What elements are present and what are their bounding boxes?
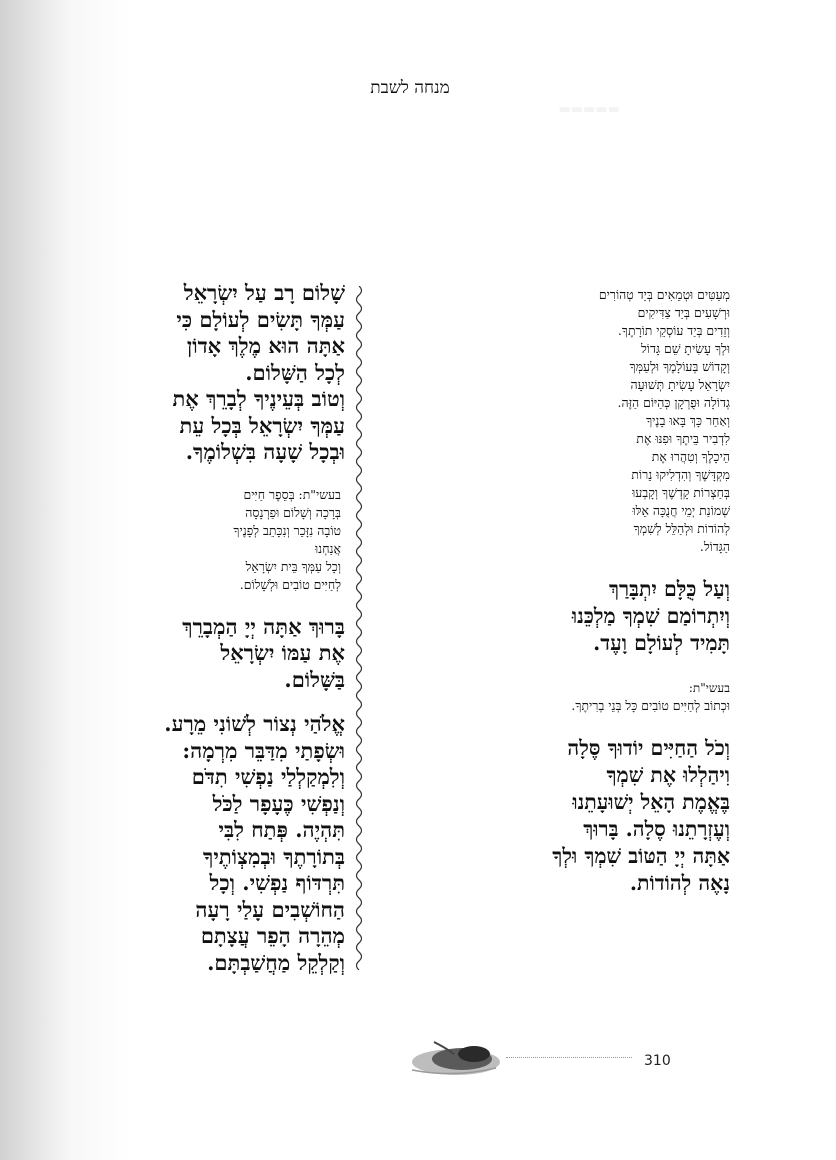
text-line: טוֹבָה נִזָּכֵר וְנִכָּתֵב לְפָנֶיךָ [233, 522, 341, 538]
page-header: מנחה לשבת [370, 78, 450, 98]
text-line: אֲנַחְנוּ [315, 540, 341, 556]
text-line: שָׁלוֹם רָב עַל יִשְׂרָאֵל [183, 280, 345, 305]
text-line: אַתָּה יְיָ הַטּוֹב שִׁמְךָ וּלְךָ [552, 844, 730, 868]
text-line: לְהוֹדוֹת וּלְהַלֵּל לְשִׁמְךָ [633, 521, 730, 536]
wavy-column-divider [352, 286, 366, 970]
text-line: וְעַל כֻּלָּם יִתְבָּרַךְ [608, 577, 730, 601]
text-line: וּשְׂפָתַי מִדַּבֵּר מִרְמָה: [182, 737, 345, 763]
text-line: לִדְבִיר בֵּיתֶךָ וּפִנּוּ אֶת [636, 431, 730, 446]
text-line: תִּרְדּוֹף נַפְשִׁי. וְכָל [209, 870, 345, 895]
text-line: גְדוֹלָה וּפֻרְקָן כְּהַיּוֹם הַזֶּה. [617, 395, 730, 410]
text-line: בַּשָּׁלוֹם. [284, 666, 345, 692]
text-line: וְאַחַר כָּךְ בָּאוּ בָנֶיךָ [646, 413, 730, 428]
text-line: וּרְשָׁעִים בְּיַד צַדִּיקִים [637, 305, 730, 320]
text-line: וְכֹל הַחַיִּים יוֹדוּךָ סֶּלָה [567, 736, 730, 760]
text-line: וְזֵדִים בְּיַד עוֹסְקֵי תוֹרָתֶךָ. [617, 323, 730, 338]
left-column [125, 280, 345, 976]
text-line: אַתָּה הוּא מֶלֶךְ אָדוֹן [186, 333, 345, 358]
text-line: וְעֶזְרָתֵנוּ סֶלָה. בָּרוּךְ [583, 817, 730, 841]
text-line: וְיִתְרוֹמַם שִׁמְךָ מַלְכֵּנוּ [571, 604, 730, 628]
text-line: מְעַטִּים וּטְמֵאִים בְּיַד טְהוֹרִים [598, 287, 730, 302]
page-number: 310 [644, 1053, 671, 1069]
spacer [468, 715, 730, 735]
text-line: לְחַיִּים טוֹבִים וּלְשָׁלוֹם. [239, 576, 341, 592]
spacer [468, 556, 730, 576]
bleed-through-text: ▬▬▬▬▬ [558, 102, 620, 117]
text-line: מִקְדָּשֶׁךָ וְהִדְלִיקוּ נֵרוֹת [631, 467, 730, 482]
text-line: בָּרוּךְ אַתָּה יְיָ הַמְבָרֵךְ [182, 613, 345, 639]
text-line: וְקַלְקֵל מַחֲשַׁבְתָּם. [207, 949, 345, 975]
spacer [125, 466, 345, 486]
text-line: בְּחַצְרוֹת קָדְשֶׁךָ וְקָבְעוּ [632, 485, 730, 500]
text-line: הַחוֹשְׁבִים עָלַי רָעָה [195, 896, 345, 922]
text-line: בֶּאֱמֶת הָאֵל יְשׁוּעָתֵנוּ [572, 790, 730, 814]
text-line: וְלִמְקַלְלַי נַפְשִׁי תִדֹּם [191, 764, 345, 789]
text-line: בעשי"ת: בְּסֵפֶר חַיִּים [243, 486, 341, 502]
text-line: וְטוֹב בְּעֵינֶיךָ לְבָרֵךְ אֶת [172, 386, 345, 411]
text-line: וִיהַלְלוּ אֶת שִׁמְךָ [606, 763, 730, 787]
left-big-block-2 [125, 614, 345, 694]
text-line: הֵיכָלֶךָ וְטִהֲרוּ אֶת [651, 449, 730, 464]
right-column [468, 286, 730, 897]
right-big-block-1 [468, 576, 730, 657]
text-line: אֶת עַמּוֹ יִשְׂרָאֵל [220, 640, 345, 665]
decorative-ornament-icon [404, 1034, 502, 1080]
text-line: מְהֵרָה הָפֵר עֲצָתָם [200, 923, 345, 948]
text-line: אֱלֹהַי נְצוֹר לְשׁוֹנִי מֵרָע. [164, 711, 345, 736]
text-line: עַמְּךָ יִשְׂרָאֵל בְּכָל עֵת [179, 412, 345, 438]
text-line: בְּרָכָה וְשָׁלוֹם וּפַרְנָסָה [245, 504, 341, 520]
text-line: וְנַפְשִׁי כֶּעָפָר לַכֹּל [212, 790, 345, 816]
text-line: נָאֶה לְהוֹדוֹת. [629, 871, 730, 895]
text-line: בְּתוֹרָתֶךָ וּבְמִצְוֹתֶיךָ [203, 843, 345, 869]
text-line: הַגָּדוֹל. [699, 539, 730, 554]
ten-days-note-label: בעשי"ת: [688, 681, 730, 695]
text-line: עַמְּךָ תָּשִׂים לְעוֹלָם כִּי [176, 306, 345, 332]
right-small-block [468, 286, 730, 556]
text-line: שְׁמוֹנַת יְמֵי חֲנֻכָּה אֵלּוּ [632, 503, 730, 518]
footer-dotted-rule [506, 1057, 632, 1058]
text-line: וְקָדוֹשׁ בְּעוֹלָמֶךָ וּלְעַמְּךָ [629, 359, 730, 374]
text-line: תָּמִיד לְעוֹלָם וָעֶד. [593, 631, 730, 655]
text-line: לְכָל הַשָּׁלוֹם. [245, 359, 345, 385]
right-big-block-2 [468, 735, 730, 897]
text-line: תִּהְיֶה. פְּתַח לִבִּי [218, 817, 345, 842]
left-small-block [125, 486, 345, 594]
left-big-block-3 [125, 711, 345, 976]
spacer [468, 657, 730, 679]
binding-shadow [0, 0, 70, 1160]
spacer [125, 594, 345, 614]
text-line: וּבְכָל שָׁעָה בִּשְׁלוֹמֶךָ. [185, 439, 345, 464]
spacer [125, 693, 345, 711]
left-big-block-1 [125, 280, 345, 466]
text-line: וְכָל עַמְּךָ בֵּית יִשְׂרָאֵל [245, 558, 341, 574]
text-line: וּלְךָ עָשִׂיתָ שֵׁם גָּדוֹל [641, 341, 730, 356]
text-line: יִשְׂרָאֵל עָשִׂיתָ תְּשׁוּעָה [630, 377, 730, 392]
ten-days-note-text: וּכְתוֹב לְחַיִּים טוֹבִים כָּל בְּנֵי בְרִיתֶךָ. [571, 698, 730, 713]
